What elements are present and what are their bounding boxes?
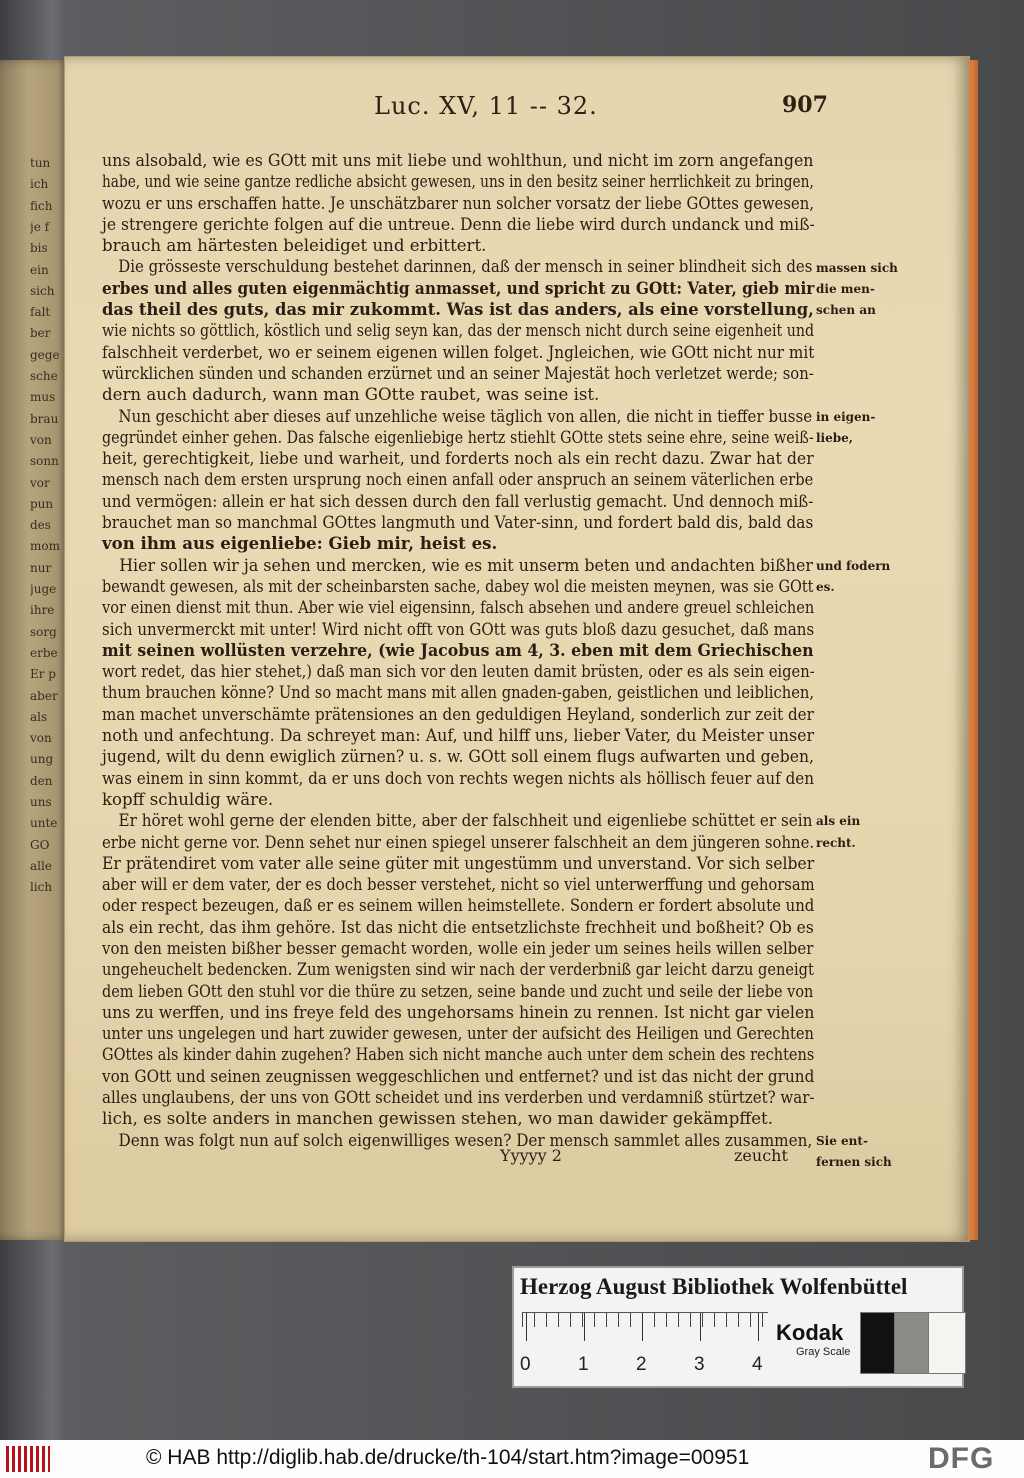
ruler-major-tick [526,1313,527,1341]
margin-note: fernen sich [816,1155,892,1170]
margin-note: in eigen- [816,409,876,424]
prev-page-fragment: GO [30,837,50,852]
prev-page-fragment: aber [30,688,58,703]
text-line: falschheit verderbet, wo er seinem eigenen willen folget. Jngleichen, wie GOtt nicht nur mit [102,342,815,362]
text-line: Nun geschicht aber dieses auf unzehliche weise täglich von allen, die nicht in tieffer busse [118,406,813,426]
ruler-major-tick [642,1313,643,1341]
text-line: lich, es solte anders in manchen gewissen stehen, wo man dawider gekämpffet. [102,1109,773,1129]
text-line: mit seinen wollüsten verzehre, (wie Jacobus am 4, 3. eben mit dem Griechischen [102,639,814,660]
prev-page-fragment: sorg [30,624,57,639]
catchword: zeucht [734,1146,788,1165]
text-line: würcklichen sünden und schanden erzürnet und an seiner Majestät hoch verletzet werde; son- [102,363,814,383]
prev-page-fragment: brau [30,411,59,426]
prev-page-fragment: sich [30,283,55,298]
ruler-number: 0 [520,1354,531,1375]
prev-page-fragment: alle [30,858,52,873]
text-line: brauchet man so manchmal GOttes langmuth und Vater-sinn, und fordert bald dis, bald das [102,513,814,533]
prev-page-fragment: von [30,432,52,447]
text-line: von den meisten bißher besser gemacht worden, wolle ein jeder um seines heils willen selber [102,938,814,958]
card-title: Herzog August Bibliothek Wolfenbüttel [520,1274,908,1299]
margin-note: und fodern [816,558,891,573]
running-title: Luc. XV, 11 -- 32. [374,92,598,120]
dfg-logo: DFG [928,1442,995,1475]
gray-patch [860,1312,898,1374]
text-line: vor einen dienst mit thun. Aber wie viel eigensinn, falsch absehen und andere greuel schleichen [102,598,815,618]
gray-scale-label: Gray Scale [796,1346,851,1358]
text-line: dem lieben GOtt den stuhl vor die thüre zu setzen, seine bande und zucht und seile der liebe von [102,981,814,1001]
margin-note: als ein [816,814,861,829]
margin-note: es. [816,580,835,594]
text-line: uns zu werffen, und ins freye feld des ungehorsams hinein zu rennen. Ist nicht gar vielen [102,1002,815,1022]
ruler-numbers [520,1354,780,1378]
prev-page-fragment: den [30,773,53,788]
text-line: aber will er dem vater, der es doch besser verstehet, nicht so viel unterwerffung und gehorsam [102,875,815,895]
text-line: kopff schuldig wäre. [102,789,274,809]
page-header [64,92,970,122]
prev-page-fragment: nur [30,560,52,575]
ruler-major-tick [758,1313,759,1341]
kodak-logo: Kodak [776,1320,844,1345]
gray-patch [928,1312,966,1374]
prev-page-fragment: sonn [30,454,59,469]
prev-page-fragment: ung [30,752,54,767]
text-line: wort redet, das hier stehet,) daß man sich vor den leuten damit brüsten, oder es als sein eigen- [102,662,815,682]
margin-note: massen sich [816,260,898,275]
text-line: wie nichts so göttlich, köstlich und selig seyn kan, das der mensch nicht durch seine eigenheit und [102,321,815,341]
prev-page-fragment: Er p [30,667,56,682]
text-line: und vermögen: allein er hat sich dessen durch den fall verlustig gemacht. Und dennoch miß- [102,491,814,511]
text-line: thum brauchen könne? Und so macht mans mit allen gnaden-gaben, geistlichen und leiblichen, [102,683,815,703]
prev-page-fragment: vor [30,475,50,490]
text-line: uns alsobald, wie es GOtt mit uns mit liebe und wohlthun, und nicht im zorn angefangen [102,151,814,170]
text-line: brauch am härtesten beleidiget und erbittert. [102,236,487,256]
ruler-major-tick [584,1313,585,1341]
text-line: Er höret wohl gerne der elenden bitte, aber der falschheit und eigenliebe schüttet er sein [118,811,813,831]
margin-note: die men- [816,281,875,296]
margin-note: Sie ent- [816,1133,868,1148]
text-line: gegründet einher gehen. Das falsche eigenliebige hertz stiehlt GOtte stets seine ehre, seine weiß- [102,427,814,447]
prev-page-fragment: gege [30,347,60,362]
text-line: oder respect bezeugen, daß er es seinem willen heimstellete. Sondern er fordert absolute und [102,896,815,916]
text-line: jugend, wilt du denn ewiglich zürnen? u. s. w. GOtt soll einem flugs aufwarten und geben, [102,747,814,767]
prev-page-fragment: ber [30,326,51,341]
text-line: ungeheuchelt bedencken. Zum wenigsten sind wir nach der verderbniß gar leicht darzu geneigt [102,960,814,980]
footer-copyright-link[interactable]: © HAB http://diglib.hab.de/drucke/th-104/start.htm?image=00951 [146,1446,750,1469]
text-line: Er prätendiret vom vater alle seine güter mit ungestümm und unverstand. Vor sich selber [102,853,815,873]
prev-page-fragment: lich [30,880,53,895]
ruler-number: 4 [752,1354,763,1375]
margin-note: liebe, [816,430,853,445]
ruler-number: 2 [636,1354,647,1375]
text-line: Die grösseste verschuldung bestehet darinnen, daß der mensch in seiner blindheit sich des [118,257,813,277]
text-line: alles unglaubens, der uns von GOtt scheidet und ins verderben und verdamniß stürtzet? war- [102,1088,815,1108]
text-line: je strengere gerichte folgen auf die untreue. Denn die liebe wird durch undanck und miß- [102,214,815,234]
hab-logo-icon [6,1446,50,1472]
prev-page-fragment: tun [30,156,51,170]
text-line: bewandt gewesen, als mit der scheinbarsten sache, dabey wol die meisten meynen, was sie GOtt [102,576,814,596]
prev-page-fragment: falt [30,305,51,320]
prev-page-fragment: ich [30,177,49,192]
prev-page-fragment: von [30,731,52,746]
footer-bar [0,1440,1024,1478]
text-line: Denn was folgt nun auf solch eigenwilliges wesen? Der mensch sammlet alles zusammen, [118,1130,813,1150]
prev-page-fragment: erbe [30,645,58,660]
prev-page-fragment: juge [30,582,57,596]
gray-patch [894,1312,932,1374]
color-calibration-card [512,1266,964,1388]
body-text [102,150,814,1151]
prev-page-fragment: uns [30,795,52,809]
text-line: noth und anfechtung. Da schreyet man: Auf, und hilff uns, lieber Vater, du Meister unser [102,726,815,746]
prev-page-fragment: mom [30,539,60,554]
text-line: dern auch dadurch, wann man GOtte raubet, was seine ist. [102,385,600,405]
prev-page-fragment: ein [30,262,49,277]
prev-page-fragment: je f [30,219,50,234]
ruler-major-tick [700,1313,701,1341]
text-line: sich unvermerckt mit unter! Wird nicht offt von GOtt was guts bloß dazu gesuchet, daß mans [102,619,815,639]
signature-mark: Yyyyy 2 [500,1146,562,1165]
text-line: GOttes als kinder dahin zugehen? Haben sich nicht manche auch unter dem schein des rechtens [102,1045,815,1065]
prev-page-fragment: bis [30,241,48,256]
prev-page-fragment: mus [30,390,56,405]
text-line: das theil des guts, das mir zukommt. Was ist das anders, als eine vorstellung, [102,299,814,320]
previous-page-edge [0,60,72,1240]
text-line: erbe nicht gerne vor. Denn sehet nur einen spiegel unserer falschheit an dem jüngeren sohne. [102,832,815,852]
ruler-number: 1 [578,1354,589,1375]
book-page [64,56,970,1242]
ruler-number: 3 [694,1354,705,1375]
text-line: unter uns ungelegen und hart zuwider gewesen, unter der aufsicht des Heiligen und Gerechten [102,1024,814,1044]
text-line: habe, und wie seine gantze redliche absicht gewesen, uns in den besitz seiner herrlichkeit zu bringen, [102,172,814,192]
page-fore-edge [968,60,978,1240]
prev-page-fragment: pun [30,496,54,511]
prev-page-fragment: als [30,709,48,724]
text-line: was einem in sinn kommt, da er uns doch von rechts wegen nichts als höllisch feuer auf den [102,768,815,788]
margin-note: schen an [816,303,876,318]
ruler-scale [522,1312,768,1341]
text-line: erbes und alles guten eigenmächtig anmasset, und spricht zu GOtt: Vater, gieb mir [102,277,815,298]
text-line: man machet unverschämte prätensiones an den geduldigen Heyland, sonderlich zur zeit der [102,704,814,724]
text-line: heit, gerechtigkeit, liebe und warheit, und forderts noch als ein recht dazu. Zwar hat der [102,449,814,469]
text-line: Hier sollen wir ja sehen und mercken, wie es mit unserm beten und andachten bißher [119,555,813,575]
text-line: von GOtt und seinen zeugnissen weggeschlichen und entfernet? und ist das nicht der grund [102,1066,815,1086]
prev-page-fragment: fich [30,198,53,213]
prev-page-fragment: sche [30,369,58,383]
prev-page-fragment: unte [30,816,58,831]
prev-page-fragment: des [30,518,51,533]
text-line: als ein recht, das ihm gehöre. Ist das nicht die entsetzlichste frechheit und boßheit? Ob es [102,917,814,937]
margin-note: recht. [816,835,856,850]
prev-page-fragment: ihre [30,603,55,618]
text-line: von ihm aus eigenliebe: Gieb mir, heist es. [102,533,498,554]
text-line: wozu er uns erschaffen hatte. Je unschätzbarer nun solcher vorsatz der liebe GOttes gewesen, [102,193,814,213]
page-number: 907 [782,92,828,118]
text-line: mensch nach dem ersten ursprung noch einen anfall oder anspruch an seinem väterlichen erbe [102,470,814,490]
